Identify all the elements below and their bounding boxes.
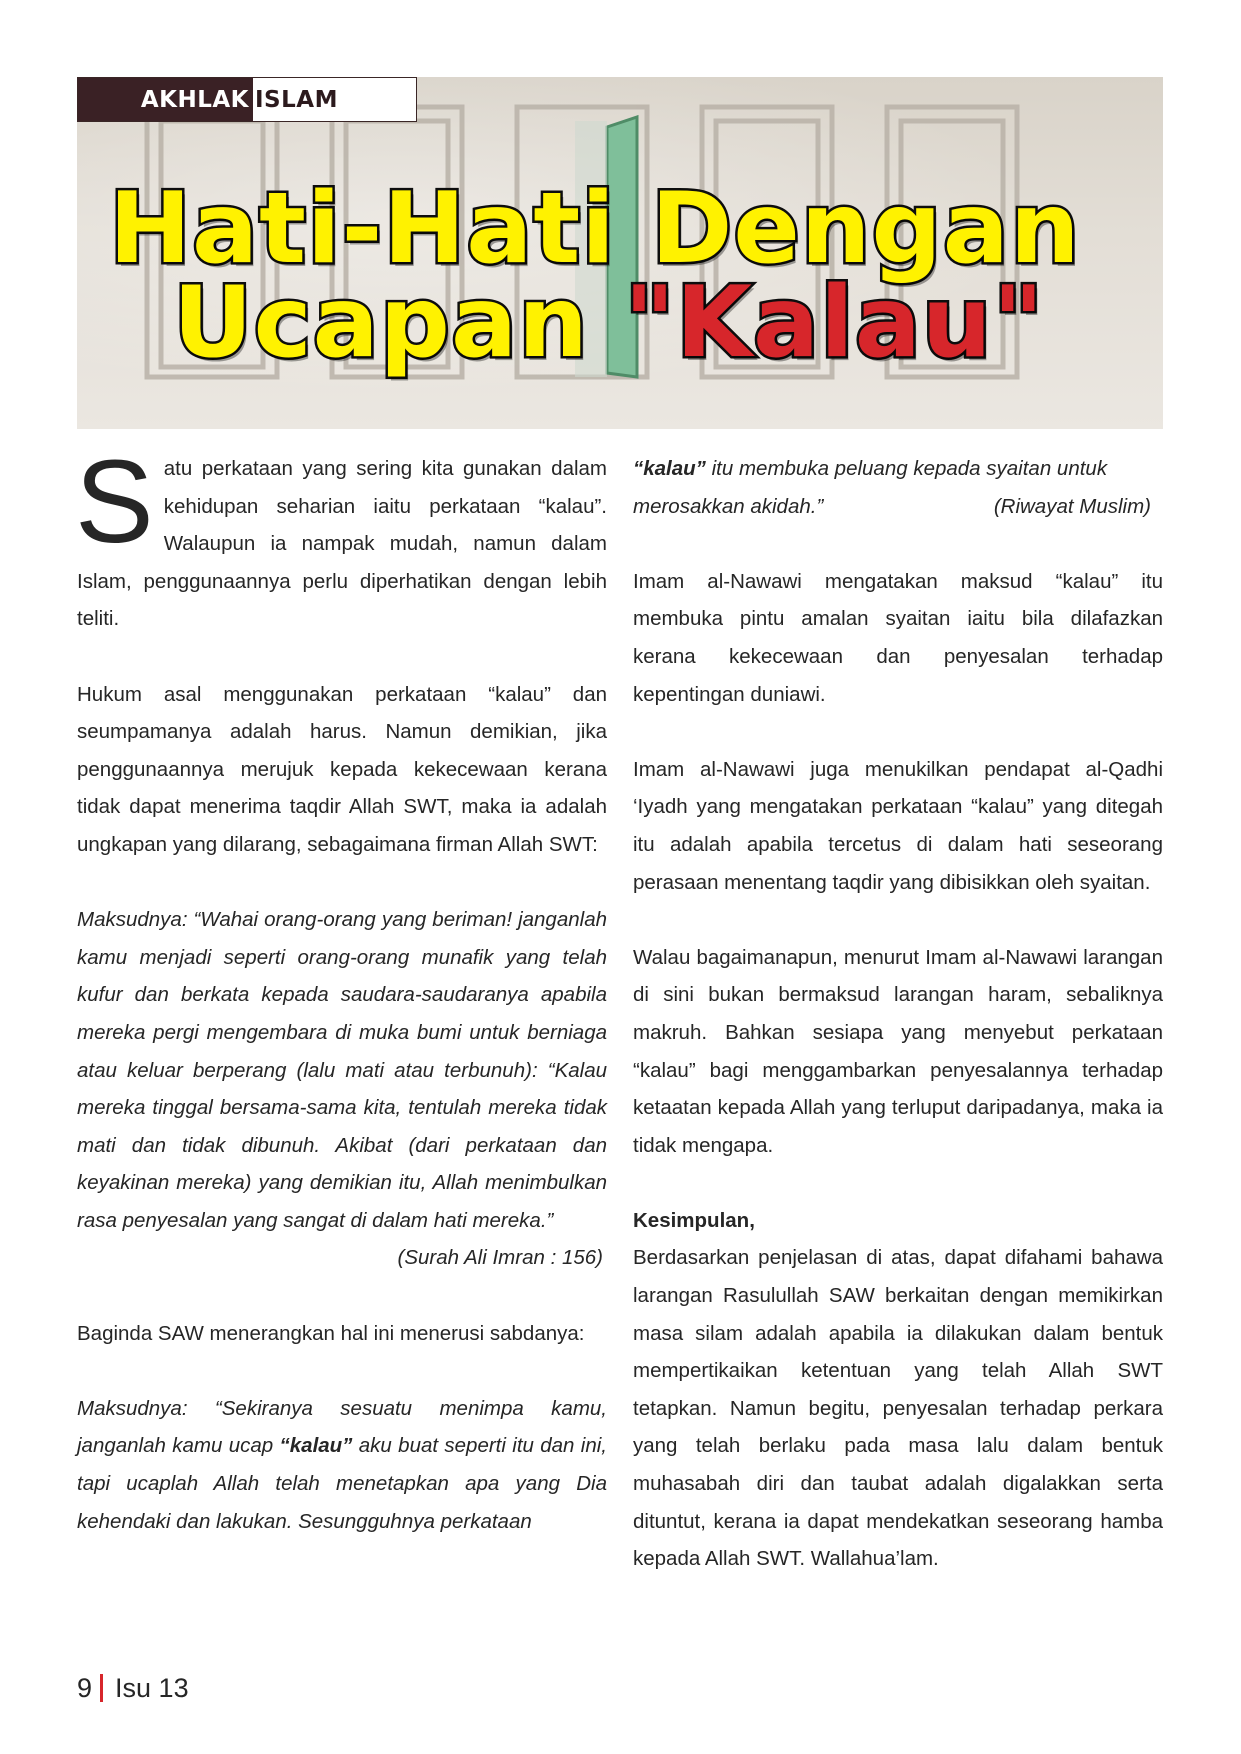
paragraph-nawawi-1: Imam al-Nawawi mengatakan maksud “kalau” itu membuka pintu amalan syaitan iaitu bila dilafazkan kerana kekecewaan dan penyesalan terhadap kepentingan duniawi.: [633, 569, 1163, 706]
hadith-keyword-2: “kalau”: [633, 457, 706, 480]
section-tag: [77, 77, 417, 122]
hadith-keyword: “kalau”: [279, 1434, 353, 1458]
quran-quote: Maksudnya: “Wahai orang-orang yang beriman! janganlah kamu menjadi seperti orang-orang munafik yang telah kufur dan berkata kepada saudara-saudaranya apabila mereka pergi mengembara di muka bumi untuk berniaga atau keluar berperang (lalu mati atau terbunuh): “Kalau mereka tinggal bersama-sama kita, tentulah mereka tidak mati dan tidak dibunuh. Akibat (dari perkataan dan keyakinan mereka) yang demikian itu, Allah menimbulkan rasa penyesalan yang sangat di dalam hati mereka.”: [77, 908, 607, 1232]
hadith-quote-part1: [77, 1390, 607, 1540]
quran-quote-source: (Surah Ali Imran : 156): [397, 1246, 603, 1270]
intro-text: atu perkataan yang sering kita gunakan dalam kehidupan seharian iaitu perkataan “kalau”. Walaupun ia nampak mudah, namun dalam Islam, penggunaannya perlu diperhatikan dengan lebih teliti.: [77, 457, 607, 631]
right-column: [633, 450, 1163, 1615]
hadith-text-c: itu membuka peluang kepada syaitan untuk: [705, 457, 1108, 480]
hadith-source: (Riwayat Muslim): [993, 494, 1151, 518]
footer-divider: [100, 1674, 103, 1702]
section-tag-primary: AKHLAK: [78, 78, 253, 121]
conclusion-paragraph: Berdasarkan penjelasan di atas, dapat difahami bahawa larangan Rasulullah SAW berkaitan dengan memikirkan masa silam adalah apabila ia dilakukan dalam bentuk mempertikaikan ketentuan yang telah Allah SWT tetapkan. Namun begitu, penyesalan terhadap perkara yang telah berlaku pada masa lalu dalam bentuk muhasabah diri dan taubat adalah digalakkan serta dituntut, kerana ia dapat mendekatkan seseorang hamba kepada Allah SWT. Wallahua’lam.: [633, 1246, 1163, 1571]
intro-paragraph: [75, 436, 607, 638]
hadith-text-a: Maksudnya: “Sekiranya sesuatu menimpa kamu, janganlah kamu ucap: [77, 1396, 607, 1458]
paragraph-nawawi-2: Imam al-Nawawi juga menukilkan pendapat al-Qadhi ‘Iyadh yang mengatakan perkataan “kalau” yang ditegah itu adalah apabila tercetus di dalam hati seseorang perasaan menentang taqdir yang dibisikkan oleh syaitan.: [633, 757, 1163, 894]
title-line-2: [173, 266, 1045, 380]
hadith-end-line: [633, 488, 1163, 526]
paragraph-hukum: Hukum asal menggunakan perkataan “kalau” dan seumpamanya adalah harus. Namun demikian, jika penggunaannya merujuk kepada kekecewaan kerana tidak dapat menerima taqdir Allah SWT, maka ia adalah ungkapan yang dilarang, sebagaimana firman Allah SWT:: [77, 682, 607, 856]
paragraph-baginda: Baginda SAW menerangkan hal ini menerusi sabdanya:: [77, 1321, 585, 1345]
left-column: [75, 436, 607, 1540]
drop-cap: S: [75, 436, 154, 568]
paragraph-nawawi-3: Walau bagaimanapun, menurut Imam al-Nawawi larangan di sini bukan bermaksud larangan haram, sebaliknya makruh. Bahkan sesiapa yang menyebut perkataan “kalau” bagi menggambarkan penyesalannya terhadap ketaatan kepada Allah yang terluput daripadanya, maka ia tidak mengapa.: [633, 945, 1163, 1157]
title-line-2-main: Ucapan: [173, 266, 624, 380]
section-tag-secondary: ISLAM: [253, 78, 416, 121]
hadith-quote-part2: [633, 450, 1163, 488]
title-line-1: Hati-Hati Dengan: [109, 172, 1081, 286]
header-banner: [77, 77, 1163, 429]
conclusion-heading: Kesimpulan,: [633, 1208, 755, 1232]
hadith-text-b: aku buat seperti itu dan ini, tapi ucaplah Allah telah menetapkan apa yang Dia kehendaki dan lakukan. Sesungguhnya perkataan: [77, 1434, 607, 1533]
issue-label: Isu 13: [115, 1672, 189, 1703]
page-footer: [77, 1668, 189, 1708]
title-accent-word: "Kalau": [623, 266, 1045, 380]
hadith-text-d: merosakkan akidah.”: [633, 494, 824, 518]
page-number: 9: [77, 1672, 93, 1703]
article-title: [77, 77, 1163, 429]
